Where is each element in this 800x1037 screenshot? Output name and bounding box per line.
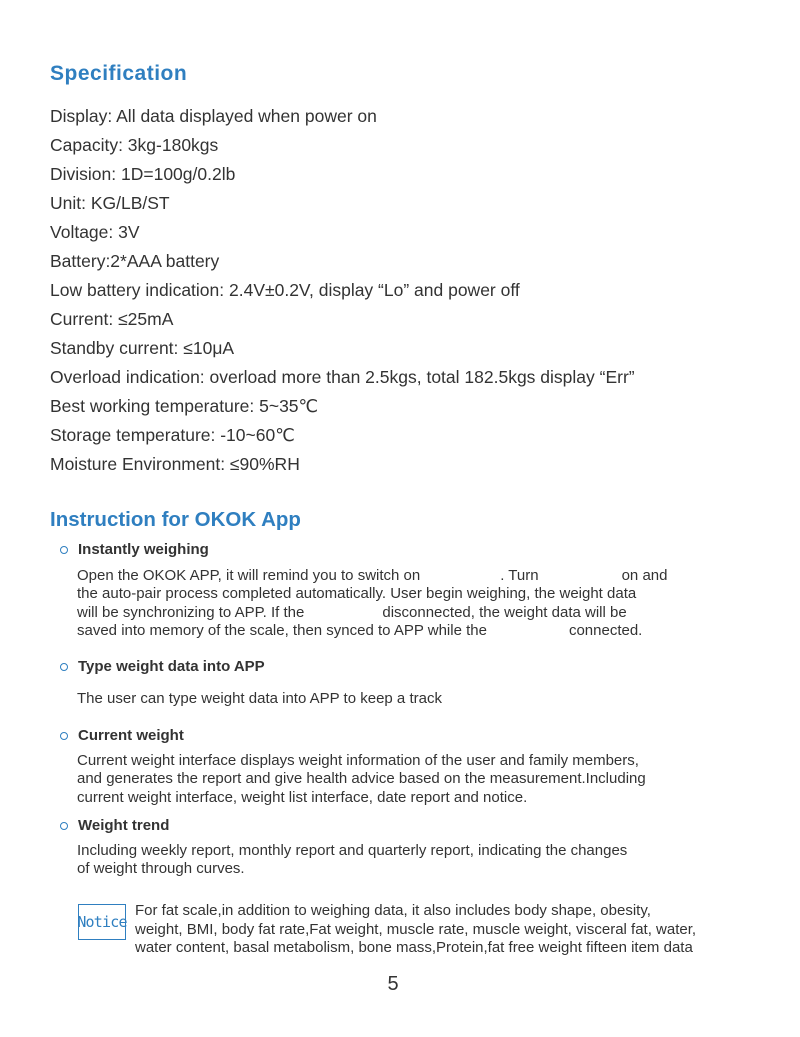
spec-item-display: Display: All data displayed when power on — [50, 106, 377, 126]
notice-text — [135, 902, 696, 958]
specification-heading: Specification — [50, 62, 188, 85]
spec-item-storage-temperature: Storage temperature: -10~60℃ — [50, 425, 295, 445]
paragraph-line: Current weight interface displays weight information of the user and family members, — [77, 752, 639, 769]
section-title-text: Type weight data into APP — [78, 658, 265, 675]
section-title-text: Weight trend — [78, 817, 170, 834]
instruction-heading: Instruction for OKOK App — [50, 508, 301, 531]
paragraph-line: current weight interface, weight list interface, date report and notice. — [77, 788, 528, 806]
notice-line: weight, BMI, body fat rate,Fat weight, muscle rate, muscle weight, visceral fat, water, — [135, 920, 697, 938]
spec-item-division: Division: 1D=100g/0.2lb — [50, 164, 236, 184]
spec-item-battery: Battery:2*AAA battery — [50, 251, 220, 271]
type-weight-data-paragraph — [77, 690, 442, 708]
spec-item-moisture: Moisture Environment: ≤90%RH — [50, 454, 300, 474]
section-title-type-weight-data — [60, 658, 265, 675]
paragraph-line: saved into memory of the scale, then synced to APP while the connected. — [77, 621, 643, 639]
spec-item-current: Current: ≤25mA — [50, 309, 174, 329]
page-number: 5 — [387, 973, 399, 995]
spec-item-working-temperature: Best working temperature: 5~35℃ — [50, 396, 319, 416]
weight-trend-paragraph — [77, 842, 627, 879]
spec-item-overload: Overload indication: overload more than 2.5kgs, total 182.5kgs display “Err” — [50, 367, 635, 387]
spec-item-voltage: Voltage: 3V — [50, 222, 140, 242]
specification-list — [50, 102, 635, 479]
spec-item-capacity: Capacity: 3kg-180kgs — [50, 135, 219, 155]
paragraph-line: and generates the report and give health advice based on the measurement.Including — [77, 770, 646, 788]
bullet-circle-icon — [60, 546, 68, 554]
paragraph-line: the auto-pair process completed automatically. User begin weighing, the weight data — [77, 585, 637, 603]
instantly-weighing-paragraph — [77, 567, 667, 640]
section-title-instantly-weighing — [60, 541, 209, 558]
section-title-text: Instantly weighing — [78, 541, 209, 558]
bullet-circle-icon — [60, 663, 68, 671]
notice-line: water content, basal metabolism, bone mass,Protein,fat free weight fifteen item data — [135, 939, 693, 956]
bullet-circle-icon — [60, 732, 68, 740]
spec-item-unit: Unit: KG/LB/ST — [50, 193, 170, 213]
notice-label: Notice — [78, 904, 126, 940]
bullet-circle-icon — [60, 822, 68, 830]
paragraph-line: Including weekly report, monthly report and quarterly report, indicating the changes — [77, 842, 628, 859]
paragraph-line: Open the OKOK APP, it will remind you to switch on . Turn on and — [77, 567, 668, 584]
section-title-text: Current weight — [78, 727, 184, 744]
paragraph-line: The user can type weight data into APP to keep a track — [77, 690, 442, 707]
current-weight-paragraph — [77, 752, 646, 807]
section-title-weight-trend — [60, 817, 169, 834]
spec-item-low-battery: Low battery indication: 2.4V±0.2V, display “Lo” and power off — [50, 280, 520, 300]
notice-line: For fat scale,in addition to weighing data, it also includes body shape, obesity, — [135, 902, 651, 919]
paragraph-line: of weight through curves. — [77, 860, 245, 878]
paragraph-line: will be synchronizing to APP. If the disconnected, the weight data will be — [77, 603, 627, 621]
section-title-current-weight — [60, 727, 184, 744]
spec-item-standby-current: Standby current: ≤10μA — [50, 338, 235, 358]
